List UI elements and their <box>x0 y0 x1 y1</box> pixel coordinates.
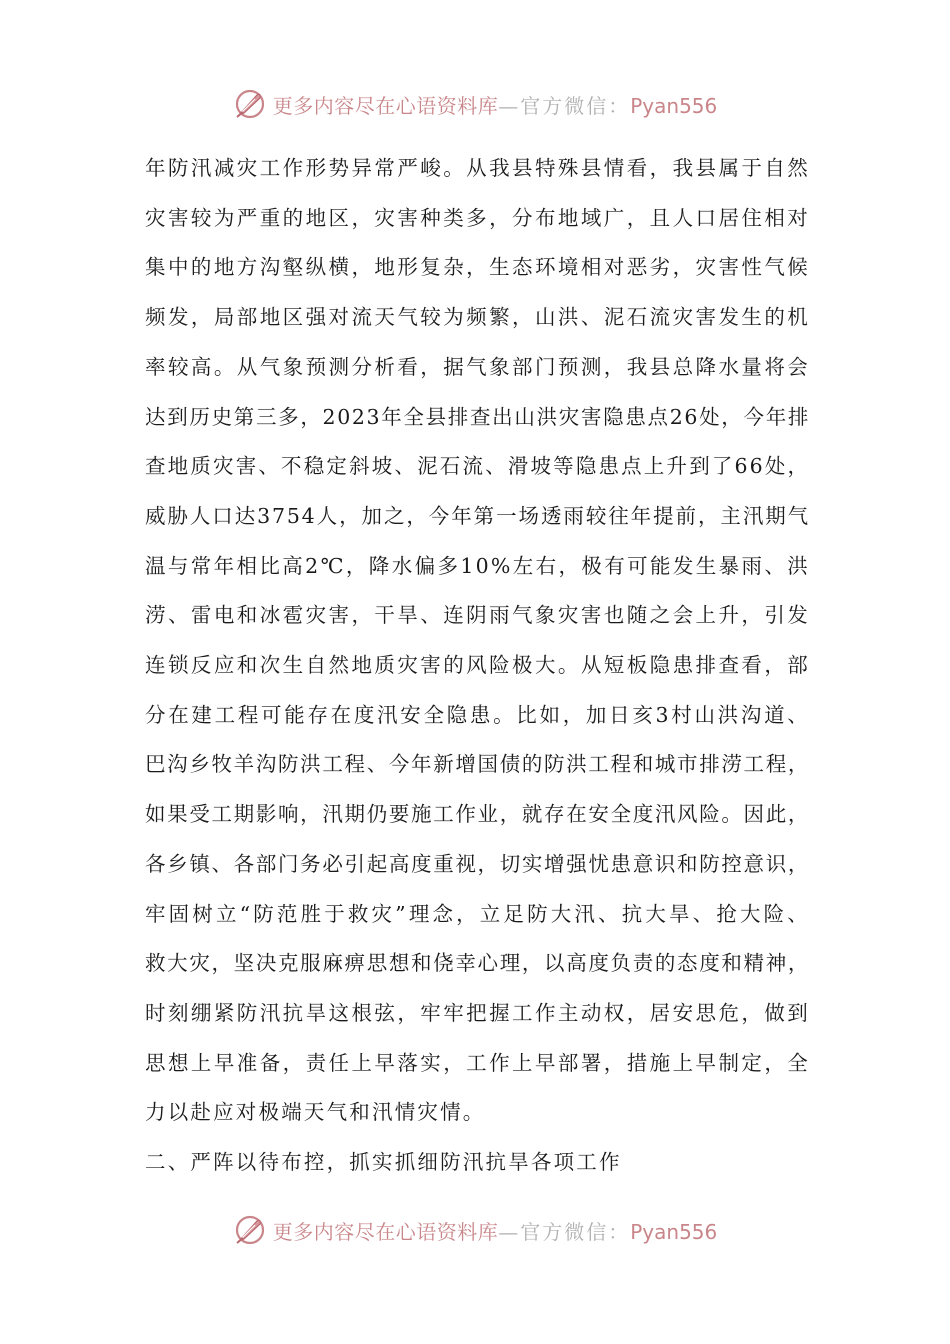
watermark-brand: 更多内容尽在心语资料库 <box>272 1219 499 1244</box>
watermark-brand: 更多内容尽在心语资料库 <box>272 93 499 118</box>
text-line: 率较高。从气象预测分析看，据气象部门预测，我县总降水量将会 <box>145 354 810 379</box>
text-line: 达到历史第三多，2023年全县排查出山洪灾害隐患点26处，今年排 <box>145 404 810 429</box>
text-line: 查地质灾害、不稳定斜坡、泥石流、滑坡等隐患点上升到了66处， <box>145 454 810 479</box>
text-line: 威胁人口达3754人，加之，今年第一场透雨较往年提前，主汛期气 <box>145 503 810 528</box>
watermark-account: Pyan556 <box>630 1219 718 1244</box>
watermark-text <box>273 1216 718 1245</box>
text-line: 思想上早准备，责任上早落实，工作上早部署，措施上早制定，全 <box>145 1050 810 1075</box>
text-line: 时刻绷紧防汛抗旱这根弦，牢牢把握工作主动权，居安思危，做到 <box>145 1000 810 1025</box>
text-line: 如果受工期影响，汛期仍要施工作业，就存在安全度汛风险。因此， <box>145 802 810 827</box>
footer-watermark <box>0 1210 950 1250</box>
watermark-separator: — <box>498 93 521 118</box>
text-line: 牢固树立“防范胜于救灾”理念，立足防大汛、抗大旱、抢大险、 <box>145 901 810 926</box>
section-heading: 二、严阵以待布控，抓实抓细防汛抗旱各项工作 <box>145 1150 622 1175</box>
text-line: 频发，局部地区强对流天气较为频繁，山洪、泥石流灾害发生的机 <box>145 305 810 330</box>
text-line: 巴沟乡牧羊沟防洪工程、今年新增国债的防洪工程和城市排涝工程， <box>145 752 810 777</box>
text-line: 集中的地方沟壑纵横，地形复杂，生态环境相对恶劣，灾害性气候 <box>145 255 810 280</box>
text-line: 灾害较为严重的地区，灾害种类多，分布地域广，且人口居住相对 <box>145 205 810 230</box>
text-line: 年防汛减灾工作形势异常严峻。从我县特殊县情看，我县属于自然 <box>145 156 810 180</box>
watermark-account: Pyan556 <box>630 93 718 118</box>
watermark-channel: 官方微信： <box>520 93 631 118</box>
text-line: 连锁反应和次生自然地质灾害的风险极大。从短板隐患排查看，部 <box>145 653 810 678</box>
document-body <box>145 144 810 1188</box>
header-watermark <box>0 84 950 124</box>
body-paragraph <box>145 144 810 1138</box>
watermark-channel: 官方微信： <box>520 1219 631 1244</box>
watermark-text <box>273 90 718 119</box>
text-line: 各乡镇、各部门务必引起高度重视，切实增强忧患意识和防控意识， <box>145 851 810 876</box>
text-line: 救大灾，坚决克服麻痹思想和侥幸心理，以高度负责的态度和精神， <box>145 951 810 976</box>
quill-logo-icon <box>233 87 267 121</box>
text-line: 分在建工程可能存在度汛安全隐患。比如，加日亥3村山洪沟道、 <box>145 702 810 727</box>
text-line: 涝、雷电和冰雹灾害，干旱、连阴雨气象灾害也随之会上升，引发 <box>145 603 810 628</box>
watermark-separator: — <box>498 1219 521 1244</box>
text-line: 温与常年相比高2℃，降水偏多10%左右，极有可能发生暴雨、洪 <box>145 553 810 578</box>
text-line: 力以赴应对极端天气和汛情灾情。 <box>145 1100 486 1125</box>
quill-logo-icon <box>233 1213 267 1247</box>
